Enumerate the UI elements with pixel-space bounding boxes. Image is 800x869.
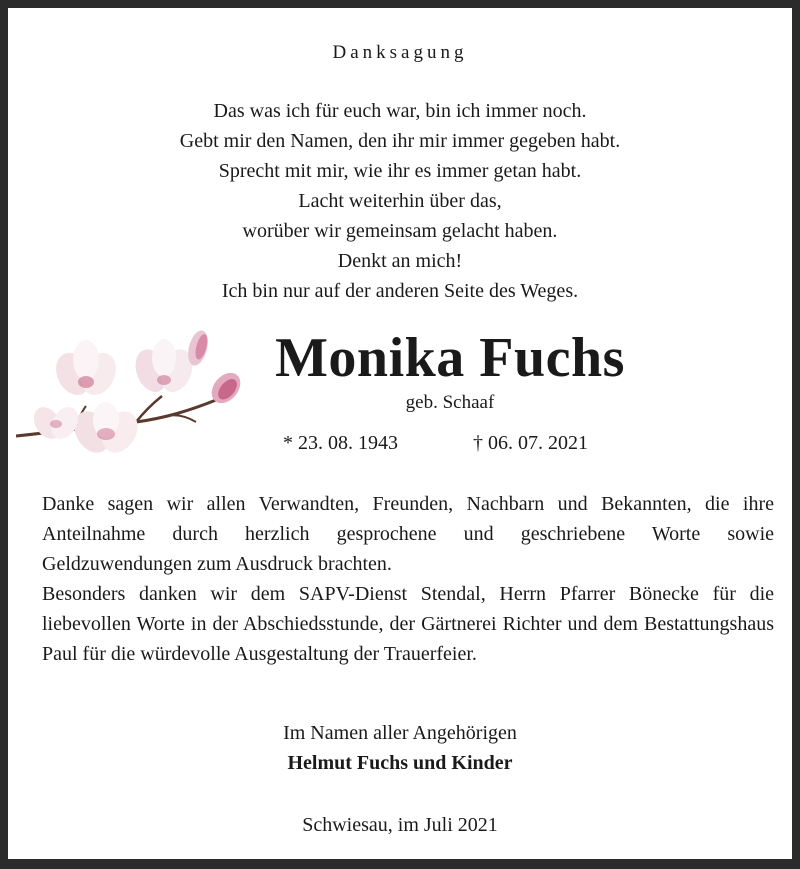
death-date: † 06. 07. 2021: [473, 432, 588, 454]
magnolia-branch-icon: [16, 326, 256, 466]
maiden-name: geb. Schaaf: [405, 392, 495, 413]
place-date: Schwiesau, im Juli 2021: [302, 814, 498, 836]
poem-line: worüber wir gemeinsam gelacht haben.: [242, 220, 558, 242]
poem-line: Lacht weiterhin über das,: [298, 190, 502, 212]
thanks-paragraph: Besonders danken wir dem SAPV-Dienst Stendal, Herrn Pfarrer Bönecke für die liebevollen Worte in der Abschiedsstunde, der Gärtnerei Richter und dem Bestattungshaus Paul für die würdevolle Ausgestaltung der Trauerfeier.: [42, 583, 774, 665]
poem-line: Ich bin nur auf der anderen Seite des Weges.: [221, 280, 579, 302]
poem-line: Das was ich für euch war, bin ich immer noch.: [213, 100, 587, 122]
signature-name: Helmut Fuchs und Kinder: [287, 752, 513, 774]
thanks-paragraph: Danke sagen wir allen Verwandten, Freunden, Nachbarn und Bekannten, die ihre Anteilnahme durch herzlich gesprochene und geschriebene Worte sowie Geldzuwendungen zum Ausdruck brachten.: [42, 493, 774, 575]
poem: [8, 96, 792, 306]
notice-heading: Danksagung: [332, 42, 468, 63]
signature-intro: Im Namen aller Angehörigen: [283, 722, 517, 744]
birth-date: * 23. 08. 1943: [283, 432, 398, 454]
thanks-text: [42, 489, 774, 669]
deceased-name: Monika Fuchs: [275, 327, 625, 389]
poem-line: Sprecht mit mir, wie ihr es immer getan habt.: [218, 160, 582, 182]
poem-line: Denkt an mich!: [337, 250, 463, 272]
poem-line: Gebt mir den Namen, den ihr mir immer gegeben habt.: [179, 130, 621, 152]
